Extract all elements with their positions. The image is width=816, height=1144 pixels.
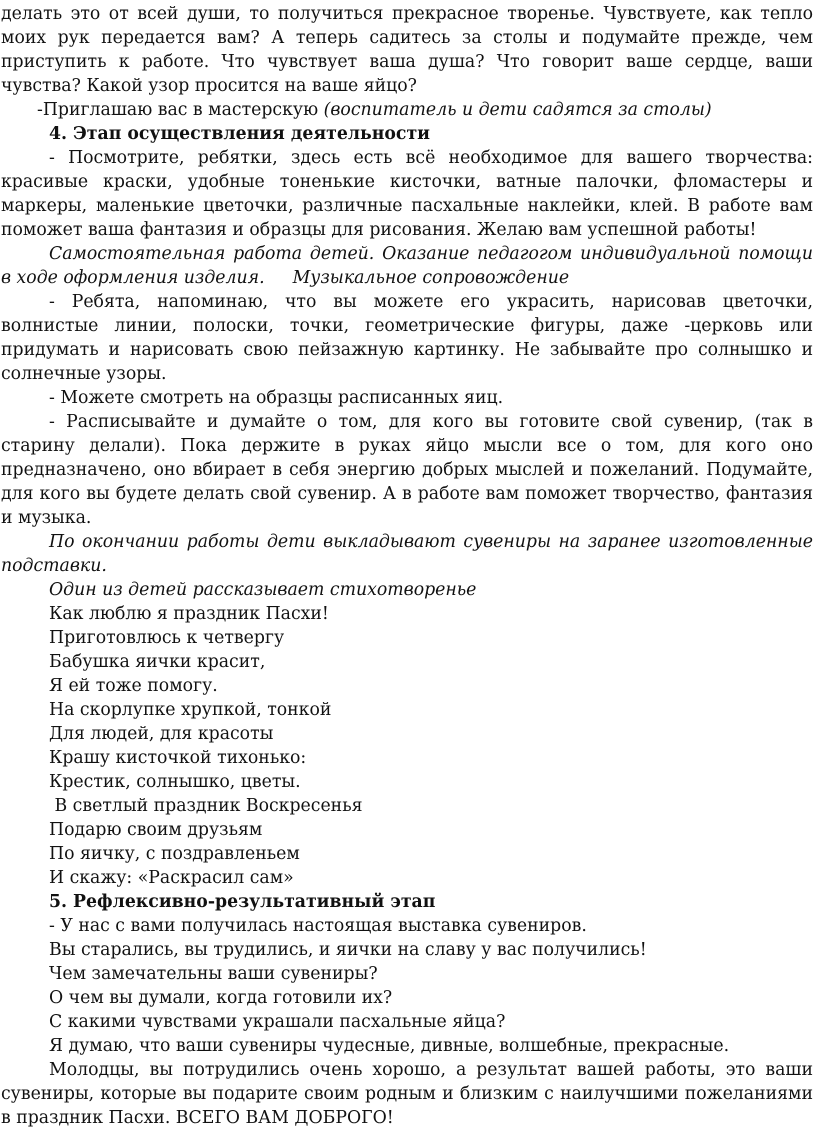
stage5-line: - У нас с вами получилась настоящая выставка сувениров. xyxy=(49,916,587,936)
poem xyxy=(1,602,813,890)
stage4-paragraph-4: - Расписывайте и думайте о том, для кого вы готовите свой сувенир, (так в старину делали). Пока держите в руках яйцо мысли все о том, для кого оно предназначено, оно вбирает в себя энергию добрых мыслей и пожеланий. Подумайте, для кого вы будете делать свой сувенир. А в работе вам поможет творчество, фантазия и музыка. xyxy=(1,412,813,528)
stage5-lines xyxy=(1,914,813,1058)
poem-line: На скорлупке хрупкой, тонкой xyxy=(49,700,332,720)
note-music-text: Музыкальное сопровождение xyxy=(292,268,570,288)
stage4-paragraph-1: - Посмотрите, ребятки, здесь есть всё необходимое для вашего творчества: красивые краски, удобные тоненькие кисточки, ватные палочки, фломастеры и маркеры, маленькие цветочки, различные пасхальные наклейки, клей. В работе вам поможет ваша фантазия и образцы для рисования. Желаю вам успешной работы! xyxy=(1,148,813,240)
poem-line: Я ей тоже помогу. xyxy=(49,676,218,696)
stage5-line: Я думаю, что ваши сувениры чудесные, дивные, волшебные, прекрасные. xyxy=(49,1036,730,1056)
poem-line: Приготовлюсь к четвергу xyxy=(49,628,285,648)
invite-note: (воспитатель и дети садятся за столы) xyxy=(323,100,712,120)
stage5-line: Вы старались, вы трудились, и яички на славу у вас получились! xyxy=(49,940,647,960)
stage5-heading: 5. Рефлексивно-результативный этап xyxy=(49,892,436,912)
invite-text: -Приглашаю вас в мастерскую xyxy=(37,100,324,120)
poem-line: По яичку, с поздравленьем xyxy=(49,844,300,864)
invite-line xyxy=(1,98,813,122)
stage4-paragraph-2: - Ребята, напоминаю, что вы можете его украсить, нарисовав цветочки, волнистые линии, полоски, точки, геометрические фигуры, даже -церковь или придумать и нарисовать свою пейзажную картинку. Не забывайте про солнышко и солнечные узоры. xyxy=(1,292,813,384)
poem-line: Как люблю я праздник Пасхи! xyxy=(49,604,329,624)
stage5-line: С какими чувствами украшали пасхальные яйца? xyxy=(49,1012,506,1032)
stage5-closing: Молодцы, вы потрудились очень хорошо, а результат вашей работы, это ваши сувениры, которые вы подарите своим родным и близким с наилучшими пожеланиями в праздник Пасхи. ВСЕГО ВАМ ДОБРОГО! xyxy=(1,1060,813,1128)
stage4-heading: 4. Этап осуществления деятельности xyxy=(49,124,430,144)
poem-line: Для людей, для красоты xyxy=(49,724,274,744)
poem-line: Крестик, солнышко, цветы. xyxy=(49,772,301,792)
note-work-text: Самостоятельная работа детей. Оказание педагогом индивидуальной помощи в ходе оформления изделия. xyxy=(1,244,813,288)
stage5-line: О чем вы думали, когда готовили их? xyxy=(49,988,393,1008)
poem-line: В светлый праздник Воскресенья xyxy=(49,796,363,816)
intro-paragraph: делать это от всей души, то получиться прекрасное творенье. Чувствуете, как тепло моих рук передается вам? А теперь садитесь за столы и подумайте прежде, чем приступить к работе. Что чувствует ваша душа? Что говорит ваше сердце, ваши чувства? Какой узор просится на ваше яйцо? xyxy=(1,4,813,96)
poem-line: Бабушка яички красит, xyxy=(49,652,266,672)
stage5-line: Чем замечательны ваши сувениры? xyxy=(49,964,378,984)
stage4-note-work xyxy=(1,242,813,290)
poem-line: И скажу: «Раскрасил сам» xyxy=(49,868,294,888)
stage4-paragraph-3: - Можете смотреть на образцы расписанных яиц. xyxy=(49,388,504,408)
poem-line: Крашу кисточкой тихонько: xyxy=(49,748,307,768)
stage4-note-end: По окончании работы дети выкладывают сувениры на заранее изготовленные подставки. xyxy=(1,532,813,576)
poem-line: Подарю своим друзьям xyxy=(49,820,263,840)
stage4-note-poem: Один из детей рассказывает стихотворенье xyxy=(49,580,477,600)
